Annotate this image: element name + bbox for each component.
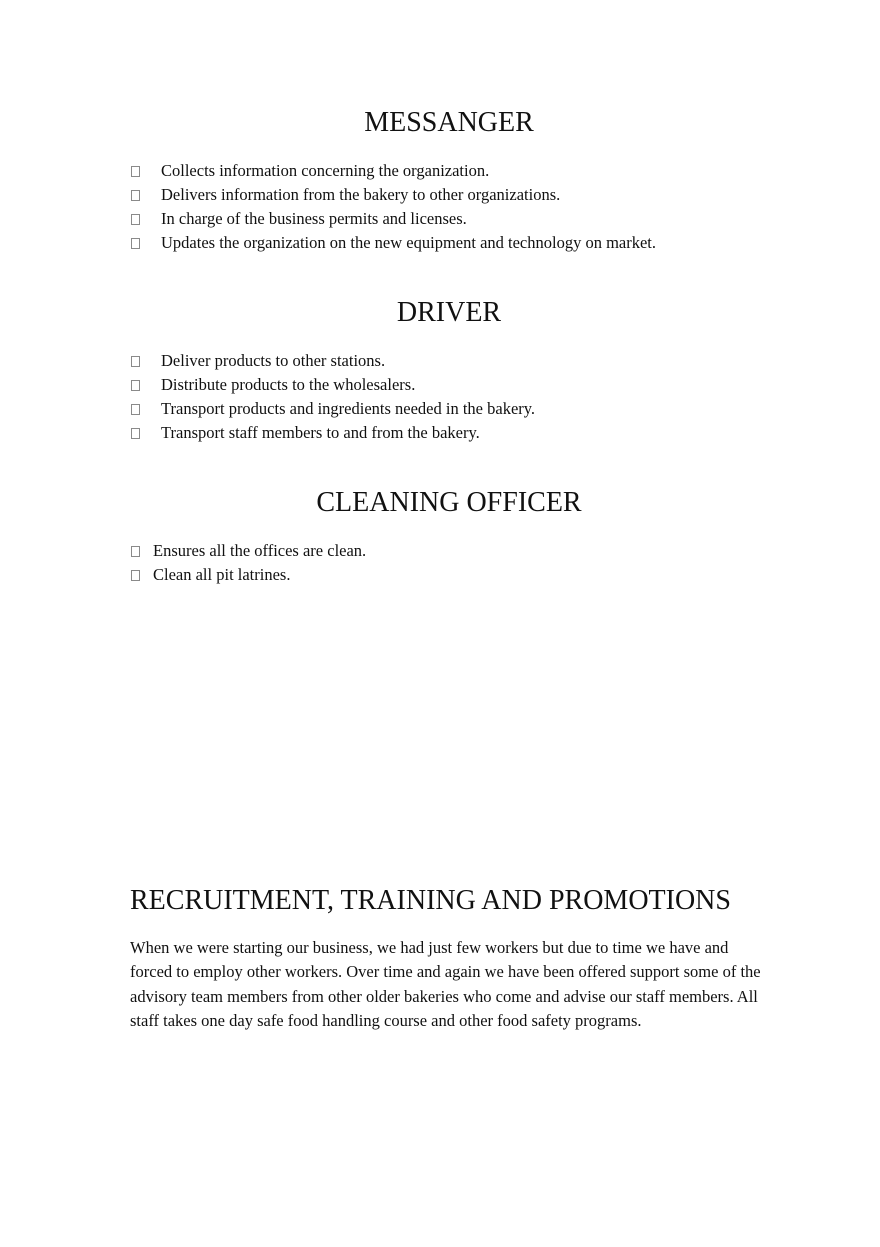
messanger-duties-list <box>131 159 656 255</box>
list-item <box>131 421 535 445</box>
list-item-text: Clean all pit latrines. <box>153 565 291 584</box>
messanger-heading: MESSANGER <box>364 107 534 138</box>
driver-heading: DRIVER <box>396 297 502 328</box>
list-item-text: Collects information concerning the organization. <box>161 161 490 180</box>
checkbox-icon <box>131 166 140 177</box>
checkbox-icon <box>131 214 140 225</box>
list-item <box>131 207 656 231</box>
cleaning-officer-heading: CLEANING OFFICER <box>316 487 582 518</box>
list-item-text: Distribute products to the wholesalers. <box>161 375 416 394</box>
checkbox-icon <box>131 190 140 201</box>
list-item <box>131 539 366 563</box>
list-item-text: Deliver products to other stations. <box>161 351 386 370</box>
checkbox-icon <box>131 546 140 557</box>
list-item <box>131 563 366 587</box>
recruitment-heading: RECRUITMENT, TRAINING AND PROMOTIONS <box>130 885 731 916</box>
checkbox-icon <box>131 238 140 249</box>
list-item-text: Updates the organization on the new equipment and technology on market. <box>161 233 657 252</box>
list-item <box>131 349 535 373</box>
list-item <box>131 231 656 255</box>
recruitment-paragraph: When we were starting our business, we had just few workers but due to time we have and forced to employ other workers. Over time and again we have been offered support some of the advisory team members from other older bakeries who come and advise our staff members. All staff takes one day safe food handling course and other food safety programs. <box>130 938 761 1030</box>
list-item-text: In charge of the business permits and licenses. <box>161 209 467 228</box>
list-item-text: Delivers information from the bakery to other organizations. <box>161 185 561 204</box>
list-item <box>131 159 656 183</box>
driver-duties-list <box>131 349 535 445</box>
checkbox-icon <box>131 356 140 367</box>
list-item-text: Transport products and ingredients needed in the bakery. <box>161 399 536 418</box>
checkbox-icon <box>131 570 140 581</box>
list-item-text: Transport staff members to and from the bakery. <box>161 423 480 442</box>
list-item <box>131 183 656 207</box>
list-item <box>131 397 535 421</box>
checkbox-icon <box>131 428 140 439</box>
list-item-text: Ensures all the offices are clean. <box>153 541 367 560</box>
list-item <box>131 373 535 397</box>
cleaning-officer-duties-list <box>131 539 366 587</box>
checkbox-icon <box>131 380 140 391</box>
checkbox-icon <box>131 404 140 415</box>
